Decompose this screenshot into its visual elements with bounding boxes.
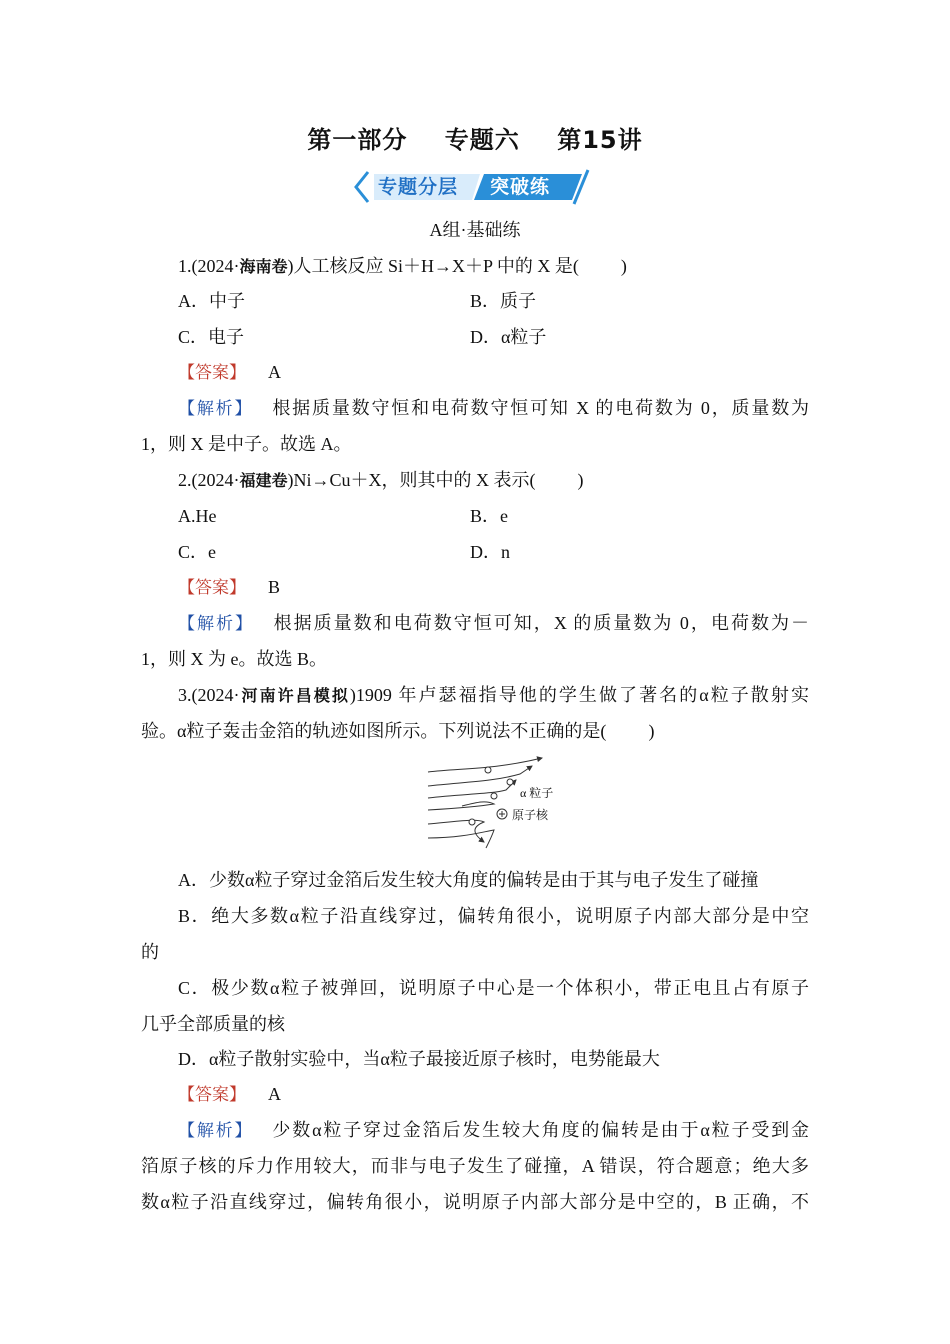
q2-answer: [0, 575, 950, 600]
q3-stem-line1: 3.(2024·河南许昌模拟)1909 年卢瑟福指导他的学生做了著名的α粒子散射实: [178, 685, 809, 705]
q2-stem-text: )Ni→Cu＋X，则其中的 X 表示(: [287, 470, 536, 490]
q3-option-c-line1: C．极少数α粒子被弹回，说明原子中心是一个体积小，带正电且占有原子: [178, 978, 809, 998]
q2-option-c: C．e: [178, 542, 216, 562]
q1-analysis-line2: 1，则 X 是中子。故选 A。: [141, 434, 352, 454]
q1-option-d: D．α粒子: [470, 327, 547, 347]
q2-answer-label: 【答案】: [178, 578, 246, 598]
figure-label-nucleus: 原子核: [512, 808, 549, 822]
q1-stem: [0, 254, 950, 279]
q1-num: 1.(2024·: [178, 256, 240, 276]
q3-answer-label: 【答案】: [178, 1085, 246, 1105]
figure-label-alpha: α 粒子: [520, 786, 554, 800]
title-part-3: 第15讲: [557, 126, 643, 154]
q3-analysis-line3: 数α粒子沿直线穿过，偏转角很小，说明原子内部大部分是中空的，B 正确，不: [141, 1192, 809, 1212]
scattering-trajectories-icon: [422, 752, 572, 852]
q1-option-c: C．电子: [178, 327, 245, 347]
q2-stem-end: ): [577, 470, 584, 490]
q1-stem-end: ): [620, 256, 627, 276]
page-title: [0, 120, 950, 155]
q3-analysis-label: 【解析】: [178, 1121, 254, 1141]
q3-option-c-line2: 几乎全部质量的核: [141, 1014, 285, 1034]
q2-option-d: D．n: [470, 542, 510, 562]
q1-stem-text: )人工核反应 Si＋H→X＋P 中的 X 是(: [287, 256, 579, 276]
q3-option-a: A．少数α粒子穿过金箔后发生较大角度的偏转是由于其与电子发生了碰撞: [178, 870, 759, 890]
title-part-1: 第一部分: [307, 126, 408, 154]
q1-analysis-label: 【解析】: [178, 399, 254, 419]
q3-answer: [0, 1082, 950, 1107]
q1-answer: [0, 360, 950, 385]
q3-source: 河南许昌模拟: [239, 686, 350, 705]
q3-stem-end: ): [648, 721, 655, 741]
q1-answer-label: 【答案】: [178, 363, 246, 383]
q1-answer-value: A: [268, 362, 281, 382]
q2-analysis-line2: 1，则 X 为 e。故选 B。: [141, 649, 327, 669]
q2-num: 2.(2024·: [178, 470, 240, 490]
q1-option-a: A．中子: [178, 291, 245, 311]
q3-analysis-line1: 【解析】 少数α粒子穿过金箔后发生较大角度的偏转是由于α粒子受到金: [178, 1120, 810, 1141]
q2-analysis-line1: 【解析】 根据质量数和电荷数守恒可知，X 的质量数为 0，电荷数为－: [178, 613, 810, 634]
q2-source: 福建卷: [239, 471, 288, 490]
q2-answer-value: B: [268, 577, 281, 597]
banner-right-text: 突破练: [490, 176, 551, 198]
q2-analysis-label: 【解析】: [178, 614, 255, 634]
q3-option-b-line2: 的: [141, 942, 159, 962]
q3-option-b-line1: B．绝大多数α粒子沿直线穿过，偏转角很小，说明原子内部大部分是中空: [178, 906, 809, 926]
q3-option-d: D．α粒子散射实验中，当α粒子最接近原子核时，电势能最大: [178, 1049, 660, 1069]
q3-stem-line2: 验。α粒子轰击金箔的轨迹如图所示。下列说法不正确的是( ): [141, 721, 655, 741]
q3-answer-value: A: [268, 1084, 281, 1104]
q1-source: 海南卷: [239, 257, 288, 276]
q2-stem: [0, 468, 950, 493]
alpha-scattering-figure: [422, 752, 572, 852]
q1-analysis-line1: 【解析】 根据质量数守恒和电荷数守恒可知 X 的电荷数为 0，质量数为: [178, 398, 810, 419]
q2-option-a: A.He: [178, 506, 217, 526]
q2-option-b: B．e: [470, 506, 508, 526]
banner-left-text: 专题分层: [378, 176, 459, 198]
group-title: A组·基础练: [429, 220, 521, 240]
q3-analysis-line2: 箔原子核的斥力作用较大，而非与电子发生了碰撞，A 错误，符合题意；绝大多: [141, 1156, 809, 1176]
q1-option-b: B．质子: [470, 291, 537, 311]
q3-num: 3.(2024·: [178, 685, 240, 705]
section-banner: [350, 168, 600, 206]
title-part-2: 专题六: [444, 126, 520, 154]
